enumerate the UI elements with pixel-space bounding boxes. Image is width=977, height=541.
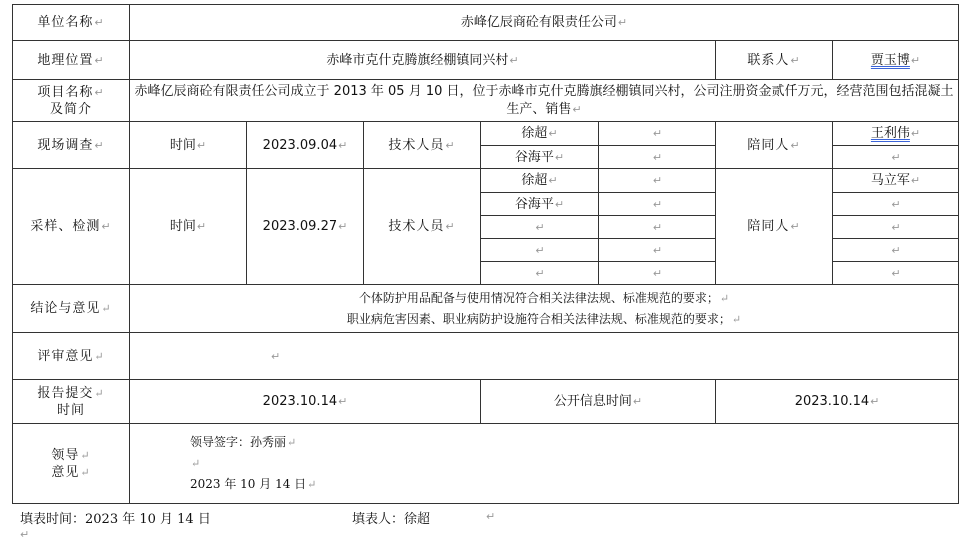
sampling-tech-3-cell: ↵ xyxy=(481,216,599,239)
sampling-tech-5-extra-cell: ↵ xyxy=(599,262,716,285)
survey-tech-2-extra-cell: ↵ xyxy=(599,146,716,169)
sampling-label-cell: 采样、检测↵ xyxy=(13,169,130,285)
sampling-time-label-cell: 时间↵ xyxy=(130,169,247,285)
footer-filler: 填表人：徐超 xyxy=(352,512,431,527)
end-return-mark: ↵ xyxy=(20,528,30,541)
leader-label-cell: 领导↵ 意见↵ xyxy=(13,424,130,504)
contact-value-cell: 贾玉博↵ xyxy=(833,41,959,80)
leader-opinion-cell: 领导签字：孙秀丽↵ ↵ 2023 年 10 月 14 日↵ xyxy=(130,424,959,504)
survey-date-cell: 2023.09.04↵ xyxy=(247,122,364,169)
review-content-cell: ↵ xyxy=(130,333,959,380)
sampling-tech-2-extra-cell: ↵ xyxy=(599,193,716,216)
sampling-tech-2-cell: 谷海平↵ xyxy=(481,193,599,216)
sampling-accompany-5-cell: ↵ xyxy=(833,262,959,285)
sampling-tech-1-extra-cell: ↵ xyxy=(599,169,716,193)
unit-name-cell: 赤峰亿辰商砼有限责任公司↵ xyxy=(130,5,959,41)
leader-signature: 领导签字：孙秀丽 xyxy=(190,435,287,449)
survey-time-label-cell: 时间↵ xyxy=(130,122,247,169)
unit-name: 赤峰亿辰商砼有限责任公司 xyxy=(460,15,617,30)
info-form-table xyxy=(12,4,959,504)
conclusion-line-2: 职业病危害因素、职业病防护设施符合相关法律法规、标准规范的要求； xyxy=(346,311,731,326)
sampling-accompany-3-cell: ↵ xyxy=(833,216,959,239)
report-label-cell: 报告提交↵ 时间 xyxy=(13,380,130,424)
sampling-tech-4-extra-cell: ↵ xyxy=(599,239,716,262)
location-value-cell: 赤峰市克什克腾旗经棚镇同兴村↵ xyxy=(130,41,716,80)
contact-label-cell: 联系人↵ xyxy=(716,41,833,80)
location-label-cell: 地理位置↵ xyxy=(13,41,130,80)
sampling-date-cell: 2023.09.27↵ xyxy=(247,169,364,285)
review-label-cell: 评审意见↵ xyxy=(13,333,130,380)
survey-tech-label-cell: 技术人员↵ xyxy=(364,122,481,169)
footer-return-mark: ↵ xyxy=(486,510,496,523)
sampling-tech-5-cell: ↵ xyxy=(481,262,599,285)
sampling-tech-3-extra-cell: ↵ xyxy=(599,216,716,239)
conclusion-label-cell: 结论与意见↵ xyxy=(13,285,130,333)
publish-label-cell: 公开信息时间↵ xyxy=(481,380,716,424)
sampling-accompany-1-cell: 马立军↵ xyxy=(833,169,959,193)
survey-tech-1-extra-cell: ↵ xyxy=(599,122,716,146)
survey-accompany-label-cell: 陪同人↵ xyxy=(716,122,833,169)
sampling-accompany-label-cell: 陪同人↵ xyxy=(716,169,833,285)
conclusion-line-1: 个体防护用品配备与使用情况符合相关法律法规、标准规范的要求； xyxy=(358,290,719,305)
survey-tech-1-cell: 徐超↵ xyxy=(481,122,599,146)
sampling-tech-1-cell: 徐超↵ xyxy=(481,169,599,193)
sampling-tech-label-cell: 技术人员↵ xyxy=(364,169,481,285)
survey-accompany-2-cell: ↵ xyxy=(833,146,959,169)
unit-label-cell: 单位名称↵ xyxy=(13,5,130,41)
publish-date-cell: 2023.10.14↵ xyxy=(716,380,959,424)
sampling-accompany-4-cell: ↵ xyxy=(833,239,959,262)
survey-tech-2-cell: 谷海平↵ xyxy=(481,146,599,169)
report-date-cell: 2023.10.14↵ xyxy=(130,380,481,424)
sampling-accompany-2-cell: ↵ xyxy=(833,193,959,216)
leader-date: 2023 年 10 月 14 日 xyxy=(190,477,307,491)
survey-label-cell: 现场调查↵ xyxy=(13,122,130,169)
sampling-tech-4-cell: ↵ xyxy=(481,239,599,262)
project-desc-cell: 赤峰亿辰商砼有限责任公司成立于 2013 年 05 月 10 日，位于赤峰市克什克腾旗经棚镇同兴村，公司注册资金贰仟万元，经营范围包括混凝土生产、销售↵ xyxy=(130,80,959,122)
conclusion-cell: 个体防护用品配备与使用情况符合相关法律法规、标准规范的要求；↵ 职业病危害因素、职业病防护设施符合相关法律法规、标准规范的要求；↵ xyxy=(130,285,959,333)
project-label-cell: 项目名称↵ 及简介 xyxy=(13,80,130,122)
survey-accompany-1-cell: 王利伟↵ xyxy=(833,122,959,146)
footer-fill-time: 填表时间：2023 年 10 月 14 日 xyxy=(20,512,211,527)
